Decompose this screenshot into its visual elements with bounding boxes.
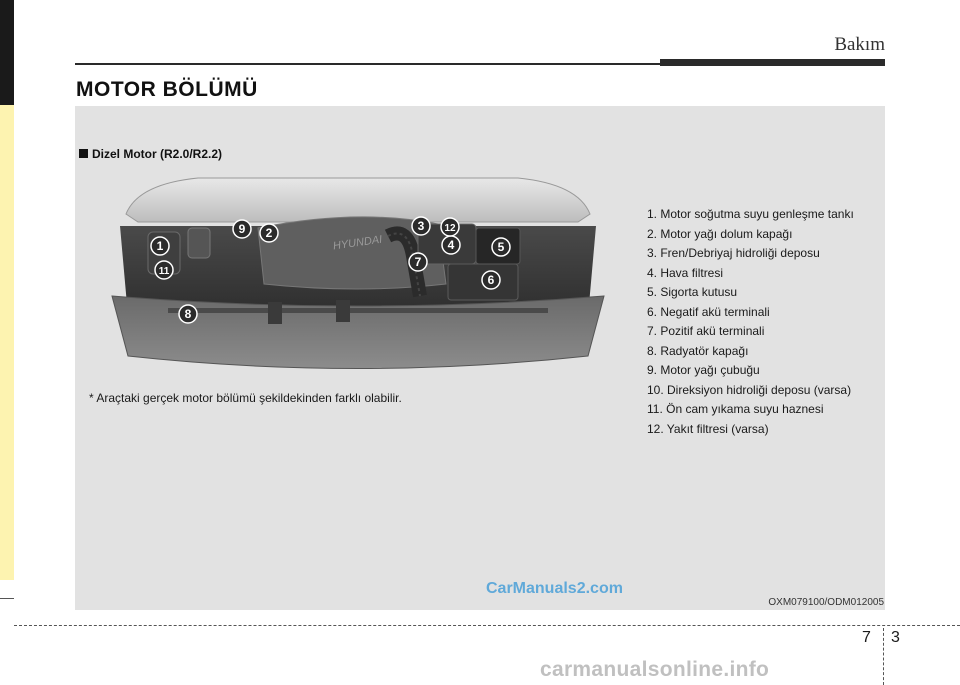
callout-4 bbox=[442, 236, 460, 254]
svg-text:9: 9 bbox=[238, 222, 246, 236]
parts-list bbox=[647, 205, 854, 439]
svg-text:6: 6 bbox=[487, 273, 495, 287]
list-item: 2. Motor yağı dolum kapağı bbox=[647, 226, 793, 241]
square-bullet-icon bbox=[79, 149, 88, 158]
list-item: 4. Hava filtresi bbox=[647, 265, 724, 280]
section-header: Bakım bbox=[834, 34, 885, 55]
list-item: 7. Pozitif akü terminali bbox=[647, 324, 765, 338]
figure-reference-code: OXM079100/ODM012005 bbox=[768, 597, 884, 608]
list-item: 3. Fren/Debriyaj hidroliği deposu bbox=[647, 246, 820, 260]
svg-text:HYUNDAI: HYUNDAI bbox=[332, 233, 383, 253]
callout-6 bbox=[482, 271, 500, 289]
callout-7 bbox=[409, 253, 427, 271]
figure-subheading-text: Dizel Motor (R2.0/R2.2) bbox=[92, 147, 223, 161]
svg-text:7: 7 bbox=[414, 255, 422, 269]
site-watermark: carmanualsonline.info bbox=[540, 658, 770, 681]
side-divider bbox=[0, 598, 14, 599]
callout-12 bbox=[441, 218, 459, 236]
callout-2 bbox=[260, 224, 278, 242]
list-item: 6. Negatif akü terminali bbox=[647, 304, 770, 319]
list-item: 5. Sigorta kutusu bbox=[647, 285, 738, 299]
list-item: 1. Motor soğutma suyu genleşme tankı bbox=[647, 207, 854, 221]
list-item: 10. Direksiyon hidroliği deposu (varsa) bbox=[647, 382, 852, 397]
svg-text:1: 1 bbox=[156, 239, 164, 253]
chapter-number: 7 bbox=[862, 629, 871, 646]
callout-11 bbox=[155, 261, 173, 279]
list-item: 11. Ön cam yıkama suyu haznesi bbox=[647, 402, 824, 416]
chapter-side-tab-marker bbox=[0, 0, 14, 105]
page-number: 3 bbox=[891, 629, 900, 646]
list-item: 8. Radyatör kapağı bbox=[647, 343, 749, 358]
page-title: MOTOR BÖLÜMÜ bbox=[76, 78, 258, 101]
header-rule bbox=[75, 63, 675, 65]
footer-rule bbox=[14, 625, 960, 626]
callout-5 bbox=[492, 238, 510, 256]
header-rule-thick bbox=[660, 59, 885, 66]
figure-subheading bbox=[79, 147, 222, 161]
page-number-divider bbox=[883, 628, 884, 685]
list-item: 9. Motor yağı çubuğu bbox=[647, 363, 760, 377]
svg-text:11: 11 bbox=[158, 266, 170, 277]
svg-text:5: 5 bbox=[497, 240, 505, 254]
svg-text:3: 3 bbox=[417, 219, 425, 233]
svg-text:4: 4 bbox=[447, 238, 455, 252]
callout-8 bbox=[179, 305, 197, 323]
callout-layer bbox=[108, 166, 608, 376]
svg-text:8: 8 bbox=[184, 307, 192, 321]
figure-footnote: * Araçtaki gerçek motor bölümü şekildekinden farklı olabilir. bbox=[89, 391, 402, 405]
watermark-link[interactable]: CarManuals2.com bbox=[486, 580, 623, 597]
list-item: 12. Yakıt filtresi (varsa) bbox=[647, 421, 769, 436]
callout-3 bbox=[412, 217, 430, 235]
svg-text:2: 2 bbox=[265, 226, 273, 240]
callout-1 bbox=[151, 237, 169, 255]
callout-9 bbox=[233, 220, 251, 238]
svg-text:12: 12 bbox=[444, 223, 456, 234]
